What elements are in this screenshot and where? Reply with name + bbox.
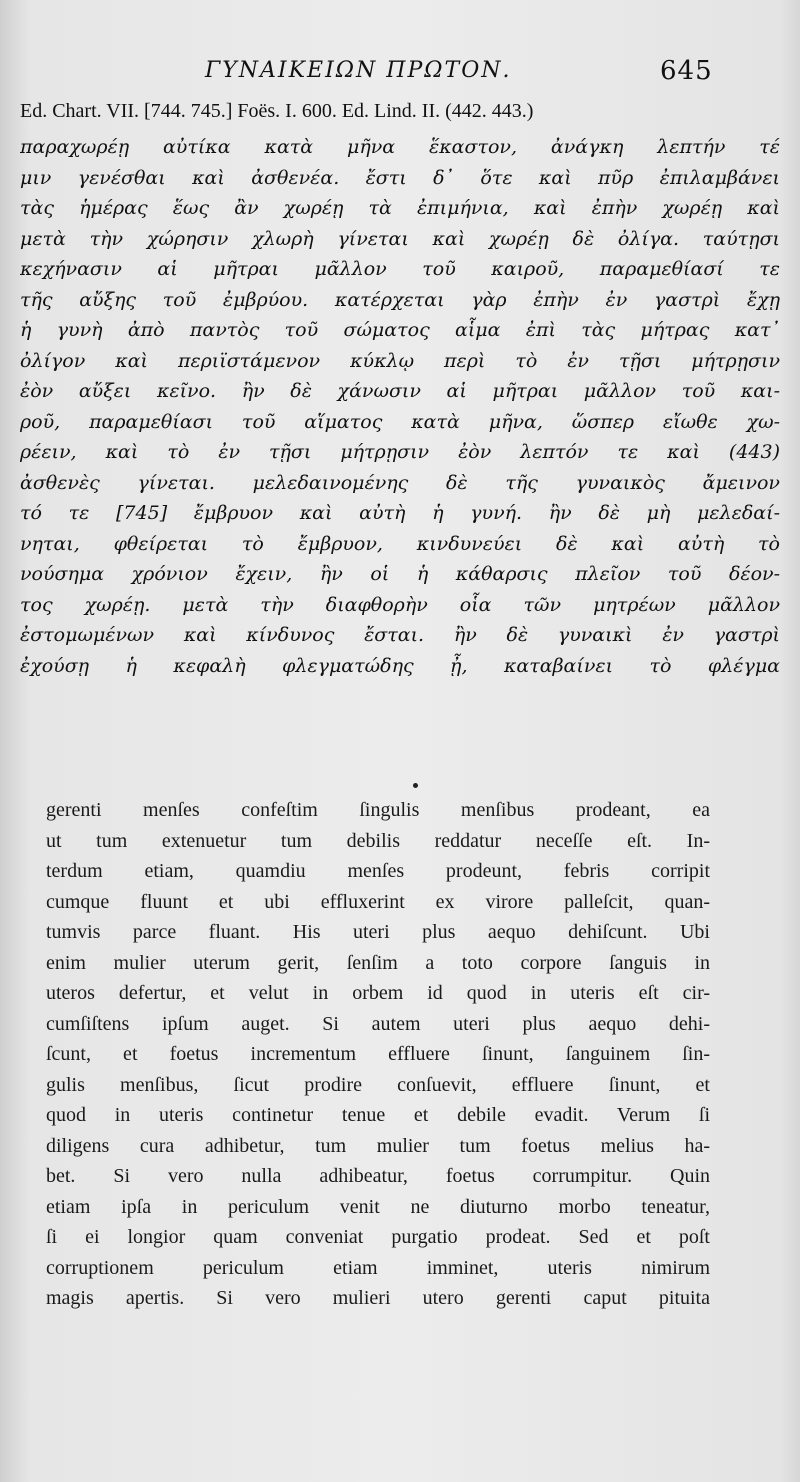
greek-text-line: κεχήνασιν αἱ μῆτραι μᾶλλον τοῦ καιροῦ, παραμεθίασί τε	[20, 258, 780, 280]
latin-text-line: gulis menſibus, ſicut prodire conſuevit, effluere ſinunt, et	[46, 1073, 710, 1096]
latin-text-line: cumſiſtens ipſum auget. Si autem uteri plus aequo dehi-	[46, 1012, 710, 1035]
latin-text-block	[46, 795, 710, 1314]
edition-reference: Ed. Chart. VII. [744. 745.] Foës. I. 600. Ed. Lind. II. (442. 443.)	[20, 100, 534, 122]
latin-text-line: bet. Si vero nulla adhibeatur, foetus corrumpitur. Quin	[46, 1165, 710, 1187]
greek-text-line: παραχωρέῃ αὐτίκα κατὰ μῆνα ἕκαστον, ἀνάγκη λεπτήν τέ	[20, 136, 780, 158]
latin-text-line: ut tum extenuetur tum debilis reddatur neceſſe eſt. In-	[46, 829, 710, 852]
separator-dot	[413, 783, 418, 788]
greek-text-line: τος χωρέῃ. μετὰ τὴν διαφθορὴν οἷα τῶν μητρέων μᾶλλον	[20, 593, 780, 616]
greek-text-line: τὰς ἡμέρας ἕως ἂν χωρέῃ τὰ ἐπιμήνια, καὶ ἐπὴν χωρέῃ καὶ	[20, 197, 780, 219]
latin-text-line: cumque fluunt et ubi effluxerint ex virore palleſcit, quan-	[46, 890, 710, 913]
greek-text-line: ἀσθενὲς γίνεται. μελεδαινομένης δὲ τῆς γυναικὸς ἄμεινον	[20, 471, 780, 494]
greek-text-line: ὀλίγον καὶ περιϊστάμενον κύκλῳ περὶ τὸ ἐν τῇσι μήτρῃσιν	[20, 349, 780, 372]
latin-text-line: ſi ei longior quam conveniat purgatio prodeat. Sed et poſt	[46, 1226, 710, 1248]
latin-text-line: corruptionem periculum etiam imminet, uteris nimirum	[46, 1256, 710, 1279]
greek-text-line: νούσημα χρόνιον ἔχειν, ἢν οἱ ἡ κάθαρσις πλεῖον τοῦ δέον-	[20, 563, 780, 585]
latin-text-line: tumvis parce fluant. His uteri plus aequo dehiſcunt. Ubi	[46, 921, 710, 943]
greek-text-block	[20, 132, 780, 681]
latin-text-line: gerenti menſes confeſtim ſingulis menſibus prodeant, ea	[46, 799, 710, 821]
latin-text-line: diligens cura adhibetur, tum mulier tum foetus melius ha-	[46, 1134, 710, 1157]
greek-text-line: ἐχούσῃ ἡ κεφαλὴ φλεγματώδης ᾖ, καταβαίνει τὸ φλέγμα	[20, 654, 780, 677]
greek-text-line: νηται, φθείρεται τὸ ἔμβρυον, κινδυνεύει δὲ καὶ αὐτὴ τὸ	[20, 532, 780, 555]
latin-text-line: etiam ipſa in periculum venit ne diuturno morbo teneatur,	[46, 1195, 710, 1218]
latin-text-line: uteros defertur, et velut in orbem id quod in uteris eſt cir-	[46, 982, 710, 1004]
latin-text-line: magis apertis. Si vero mulieri utero gerenti caput pituita	[46, 1287, 710, 1309]
latin-text-line: terdum etiam, quamdiu menſes prodeunt, febris corripit	[46, 860, 710, 882]
page-header	[0, 50, 800, 90]
running-title: ΓΥΝΑΙΚΕΙΩΝ ΠΡΩΤΟΝ.	[205, 58, 512, 83]
latin-text-line: quod in uteris continetur tenue et debile evadit. Verum ſi	[46, 1104, 710, 1126]
greek-text-line: τῆς αὔξης τοῦ ἐμβρύου. κατέρχεται γὰρ ἐπὴν ἐν γαστρὶ ἔχῃ	[20, 288, 780, 311]
greek-text-line: τό τε [745] ἔμβρυον καὶ αὐτὴ ἡ γυνή. ἢν δὲ μὴ μελεδαί-	[20, 502, 780, 524]
greek-text-line: ἐὸν αὔξει κεῖνο. ἢν δὲ χάνωσιν αἱ μῆτραι μᾶλλον τοῦ και-	[20, 380, 780, 402]
latin-text-line: enim mulier uterum gerit, ſenſim a toto corpore ſanguis in	[46, 951, 710, 974]
latin-text-line: ſcunt, et foetus incrementum effluere ſinunt, ſanguinem ſin-	[46, 1043, 710, 1065]
greek-text-line: ἡ γυνὴ ἀπὸ παντὸς τοῦ σώματος αἷμα ἐπὶ τὰς μήτρας κατ᾽	[20, 319, 780, 341]
greek-text-line: μιν γενέσθαι καὶ ἀσθενέα. ἔστι δ᾽ ὅτε καὶ πῦρ ἐπιλαμβάνει	[20, 166, 780, 189]
greek-text-line: ἐστομωμένων καὶ κίνδυνος ἔσται. ἢν δὲ γυναικὶ ἐν γαστρὶ	[20, 624, 780, 646]
page-number: 645	[660, 56, 713, 86]
greek-text-line: μετὰ τὴν χώρησιν χλωρὴ γίνεται καὶ χωρέῃ δὲ ὀλίγα. ταύτῃσι	[20, 227, 780, 250]
greek-text-line: ροῦ, παραμεθίασι τοῦ αἵματος κατὰ μῆνα, ὥσπερ εἴωθε χω-	[20, 410, 780, 433]
greek-text-line: ρέειν, καὶ τὸ ἐν τῇσι μήτρῃσιν ἐὸν λεπτόν τε καὶ (443)	[20, 441, 780, 463]
